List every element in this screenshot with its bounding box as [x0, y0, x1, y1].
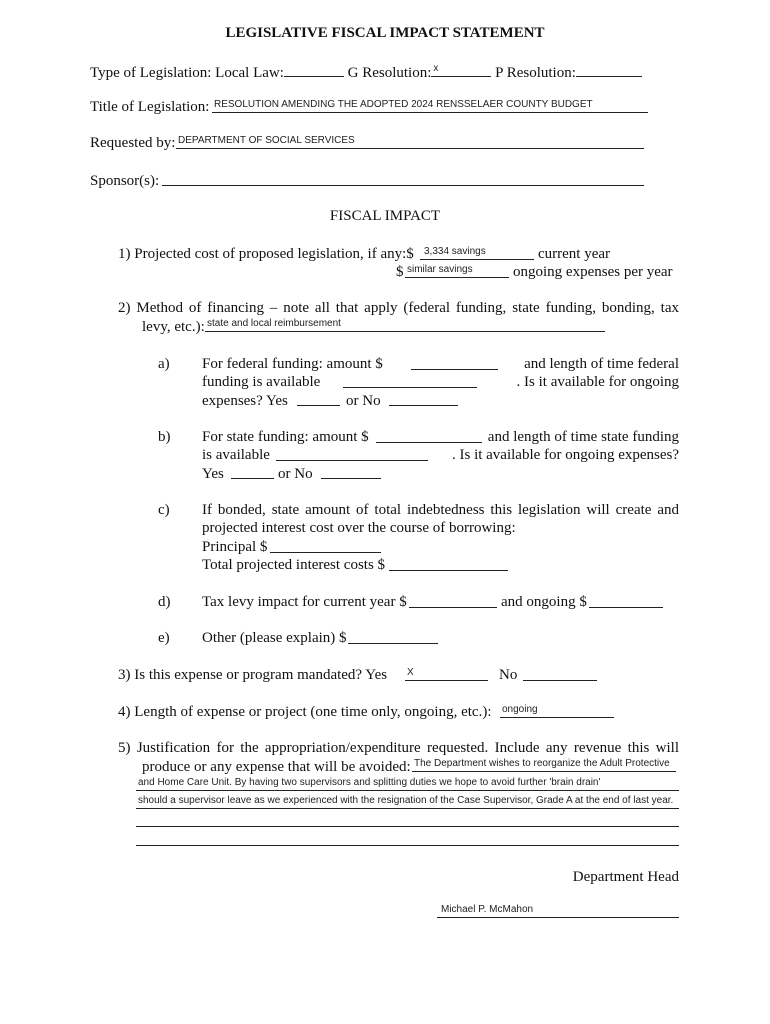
q2-financing-value: state and local reimbursement: [207, 318, 341, 329]
q1-ongoing-prefix: $: [396, 264, 404, 280]
q5-line4-value: should a supervisor leave as we experienced with the resignation of the Case Supervisor, Grade A at the end of last year.: [138, 795, 674, 806]
q1-current-value: 3,334 savings: [424, 246, 486, 257]
q2b-l2b: . Is it available for ongoing expenses?: [451, 447, 679, 463]
q5-line2-label: produce or any expense that will be avoided:: [142, 759, 411, 775]
q2c-l3: Principal $: [202, 539, 268, 555]
q3-text: 3) Is this expense or program mandated? Yes: [118, 667, 388, 683]
requested-by-line[interactable]: [176, 148, 644, 149]
q2c-l2: projected interest cost over the course of borrowing:: [202, 520, 516, 536]
q5-line2-value: The Department wishes to reorganize the Adult Protective: [414, 758, 670, 769]
q2c-l4: Total projected interest costs $: [202, 557, 386, 573]
q1-ongoing-line[interactable]: [405, 277, 509, 278]
q5-line6[interactable]: [136, 845, 679, 846]
title-of-legislation-line[interactable]: [212, 112, 648, 113]
q5-line3[interactable]: [136, 790, 679, 791]
title-of-legislation-value: RESOLUTION AMENDING THE ADOPTED 2024 RENSSELAER COUNTY BUDGET: [214, 99, 593, 110]
page-title: LEGISLATIVE FISCAL IMPACT STATEMENT: [225, 25, 545, 41]
q3-yes-value: X: [407, 667, 414, 678]
q2d-l1b: and ongoing $: [501, 594, 587, 610]
g-resolution-label: G Resolution:: [347, 65, 432, 81]
q4-text: 4) Length of expense or project (one time only, ongoing, etc.):: [118, 704, 492, 720]
q1-text: 1) Projected cost of proposed legislation, if any:$: [118, 246, 414, 262]
g-resolution-field[interactable]: [431, 62, 491, 77]
q2c-principal-line[interactable]: [270, 552, 381, 553]
requested-by-label: Requested by:: [90, 135, 176, 151]
sponsor-label: Sponsor(s):: [90, 173, 160, 189]
q2d-ongoing-line[interactable]: [589, 607, 663, 608]
q1-current-suffix: current year: [538, 246, 611, 262]
q2a-l1a: For federal funding: amount $: [202, 356, 383, 372]
q2e-other-line[interactable]: [348, 643, 438, 644]
q2c-interest-line[interactable]: [389, 570, 508, 571]
q4-value: ongoing: [502, 704, 538, 715]
q2b-yes-line[interactable]: [231, 478, 274, 479]
q2a-l2b: . Is it available for ongoing: [516, 374, 679, 390]
q2d-l1a: Tax levy impact for current year $: [202, 594, 407, 610]
q1-ongoing-value: similar savings: [407, 264, 473, 275]
q2a-l3b: or No: [346, 393, 381, 409]
q2b-marker: b): [158, 429, 171, 445]
q2-financing-line[interactable]: [205, 331, 605, 332]
q2-line2-label: levy, etc.):: [142, 319, 205, 335]
q2a-length-line[interactable]: [343, 387, 477, 388]
q2a-marker: a): [158, 356, 170, 372]
p-resolution-field[interactable]: [576, 62, 642, 77]
q2b-l1b: and length of time state funding: [487, 429, 679, 445]
q2b-length-line[interactable]: [276, 460, 428, 461]
local-law-field[interactable]: [284, 62, 344, 77]
q5-line4[interactable]: [136, 808, 679, 809]
g-resolution-value: x: [433, 63, 439, 74]
fiscal-impact-heading: FISCAL IMPACT: [329, 208, 441, 224]
signature-name: Michael P. McMahon: [441, 904, 534, 915]
q2a-l1b: and length of time federal: [524, 356, 679, 372]
department-head-label: Department Head: [572, 869, 679, 885]
type-of-legislation-row: [90, 62, 642, 82]
q2e-l1: Other (please explain) $: [202, 630, 347, 646]
q3-no-line[interactable]: [523, 680, 597, 681]
title-of-legislation-label: Title of Legislation:: [90, 99, 210, 115]
q3-yes-line[interactable]: [405, 680, 488, 681]
requested-by-value: DEPARTMENT OF SOCIAL SERVICES: [178, 135, 355, 146]
sponsor-line[interactable]: [162, 185, 644, 186]
q5-line3-value: and Home Care Unit. By having two supervisors and splitting duties we hope to avoid further 'brain drain': [138, 777, 601, 788]
q3-no-label: No: [499, 667, 518, 683]
q2a-yes-line[interactable]: [297, 405, 340, 406]
q2c-marker: c): [158, 502, 170, 518]
q2e-marker: e): [158, 630, 170, 646]
q2a-l3a: expenses? Yes: [202, 393, 288, 409]
q2b-no-line[interactable]: [321, 478, 381, 479]
q5-line2[interactable]: [412, 771, 676, 772]
q5-line1: 5) Justification for the appropriation/expenditure requested. Include any revenue this will: [118, 740, 679, 756]
q1-ongoing-suffix: ongoing expenses per year: [513, 264, 673, 280]
q2b-l3a: Yes: [202, 466, 224, 482]
signature-line[interactable]: [437, 917, 679, 918]
q5-line5[interactable]: [136, 826, 679, 827]
q2a-amount-line[interactable]: [411, 369, 498, 370]
q2d-current-line[interactable]: [409, 607, 497, 608]
p-resolution-label: P Resolution:: [495, 65, 576, 81]
q2b-l3b: or No: [278, 466, 313, 482]
q2a-l2a: funding is available: [202, 374, 321, 390]
q4-length-line[interactable]: [500, 717, 614, 718]
q2c-l1: If bonded, state amount of total indebtedness this legislation will create and: [202, 502, 679, 518]
q2b-amount-line[interactable]: [376, 442, 482, 443]
q2d-marker: d): [158, 594, 171, 610]
q2b-l2a: is available: [202, 447, 270, 463]
q2-line1: 2) Method of financing – note all that apply (federal funding, state funding, bonding, tax: [118, 300, 679, 316]
q2a-no-line[interactable]: [389, 405, 458, 406]
type-label: Type of Legislation: Local Law:: [90, 65, 284, 81]
q2b-l1a: For state funding: amount $: [202, 429, 369, 445]
q1-current-line[interactable]: [420, 259, 534, 260]
